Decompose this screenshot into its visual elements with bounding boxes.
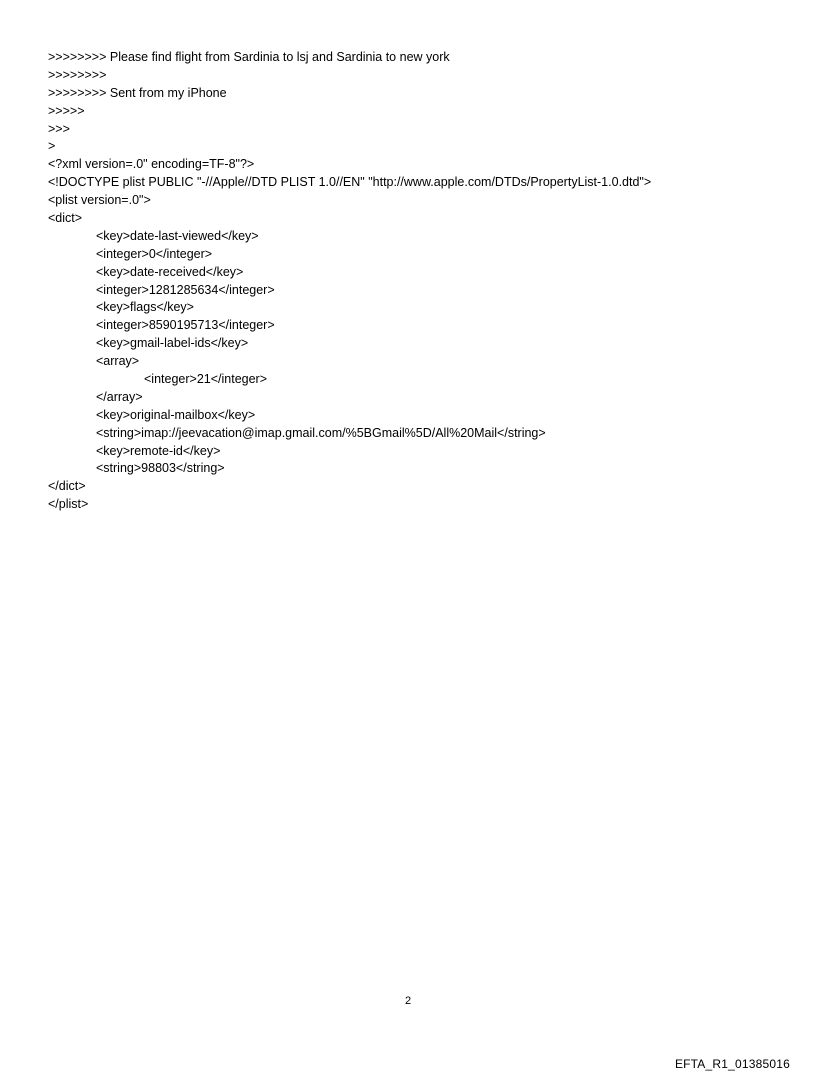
plist-key: <key>date-received</key> — [96, 264, 244, 279]
plist-value: <string>98803</string> — [96, 461, 225, 476]
bates-stamp: EFTA_R1_01385016 — [674, 1057, 790, 1071]
plist-value: <integer>1281285634</integer> — [96, 282, 275, 297]
plist-value: <integer>21</integer> — [144, 372, 268, 387]
plist-value: <string>imap://jeevacation@imap.gmail.com/%5BGmail%5D/All%20Mail</string> — [96, 425, 546, 440]
plist-key: <key>flags</key> — [96, 300, 194, 315]
quoted-message-line: > — [48, 139, 56, 154]
quoted-message-line: >>>>>>>> — [48, 67, 107, 82]
quoted-message-line: >>> — [48, 121, 70, 136]
dict-open-tag: <dict> — [48, 211, 83, 226]
array-close-tag: </array> — [96, 389, 143, 404]
plist-key: <key>date-last-viewed</key> — [96, 228, 259, 243]
plist-value: <integer>8590195713</integer> — [96, 318, 275, 333]
dict-close-tag: </dict> — [48, 479, 86, 494]
quoted-signature-line: >>>>>>>> Sent from my iPhone — [48, 85, 227, 100]
document-body — [48, 49, 788, 514]
quoted-message-line: >>>>> — [48, 103, 85, 118]
plist-close-tag: </plist> — [48, 497, 89, 512]
plist-key: <key>original-mailbox</key> — [96, 407, 256, 422]
plist-value: <integer>0</integer> — [96, 246, 213, 261]
plist-key: <key>gmail-label-ids</key> — [96, 336, 249, 351]
array-open-tag: <array> — [96, 354, 140, 369]
page-number: 2 — [404, 995, 412, 1007]
plist-key: <key>remote-id</key> — [96, 443, 221, 458]
quoted-message-line: >>>>>>>> Please find flight from Sardinia to lsj and Sardinia to new york — [48, 50, 450, 64]
plist-open-tag: <plist version=.0"> — [48, 193, 151, 208]
doctype-declaration: <!DOCTYPE plist PUBLIC "-//Apple//DTD PLIST 1.0//EN" "http://www.apple.com/DTDs/PropertyList-1.0.dtd"> — [48, 175, 652, 190]
xml-declaration: <?xml version=.0" encoding=TF-8"?> — [48, 157, 255, 172]
